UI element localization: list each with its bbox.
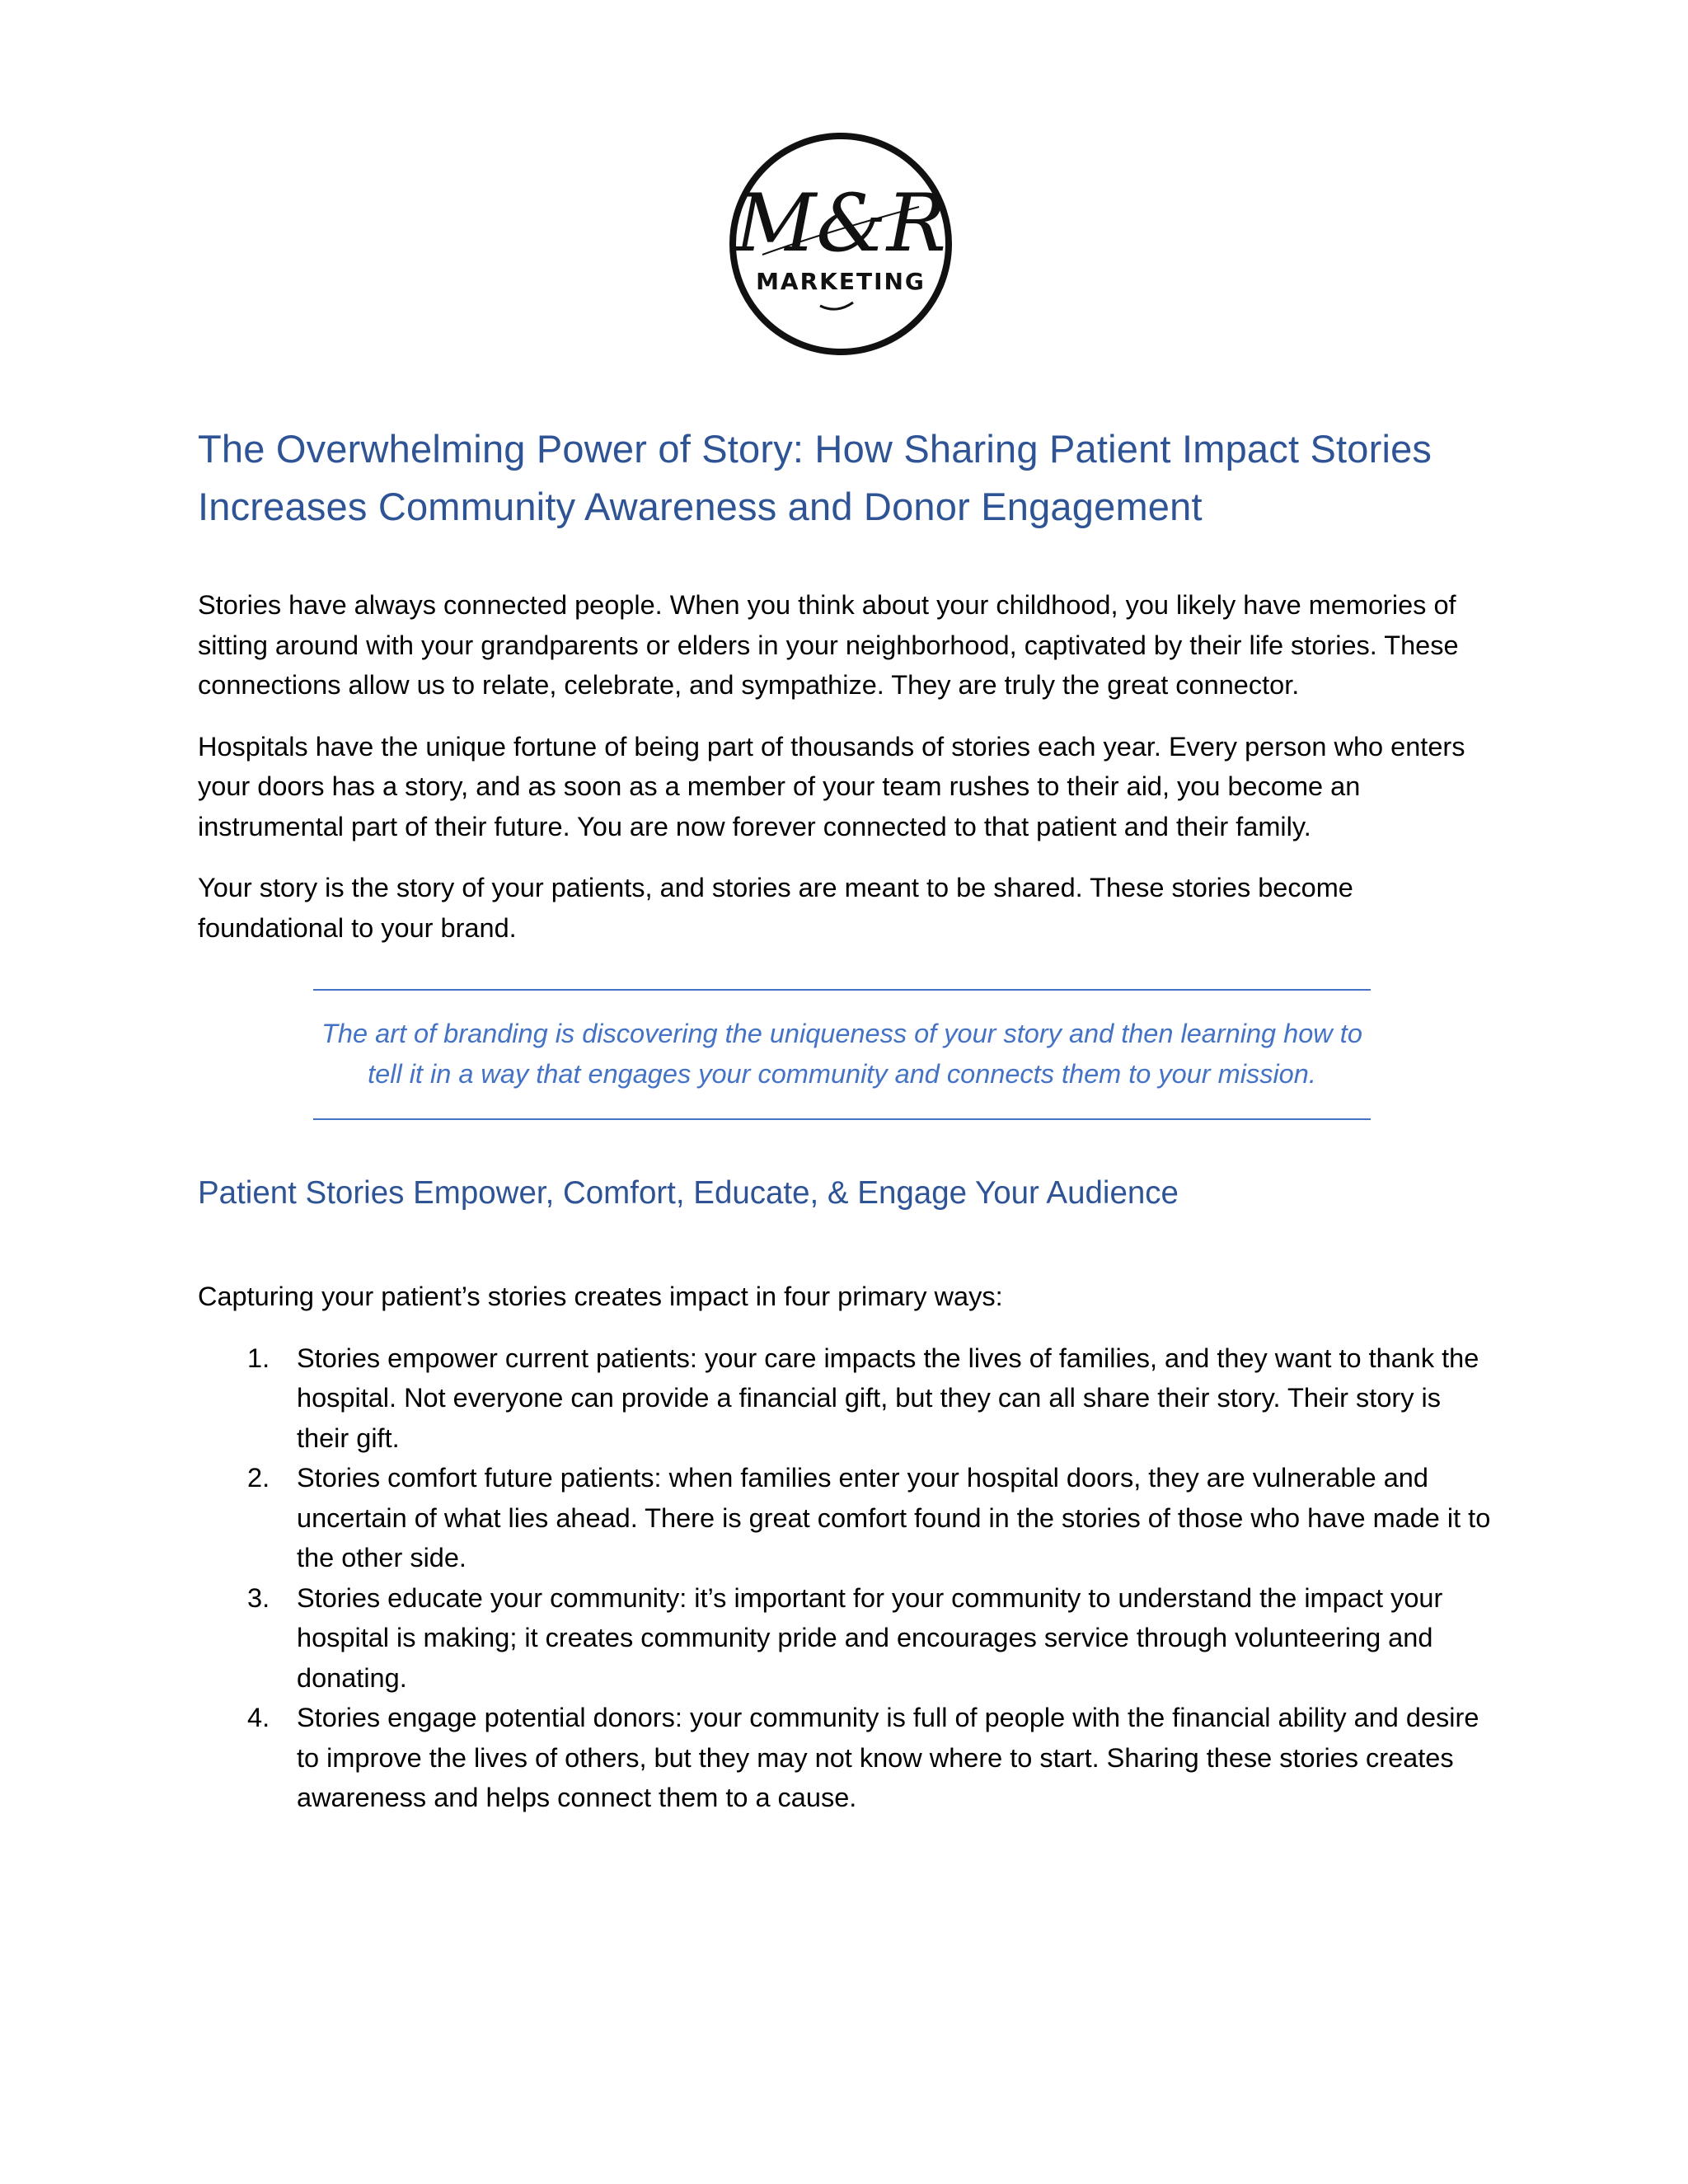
- list-item: [198, 1338, 1492, 1459]
- impact-list: [198, 1338, 1492, 1818]
- list-item-text: Stories comfort future patients: when families enter your hospital doors, they are vulnerable and uncertain of what lies ahead. There is great comfort found in the stories of those who have made it to the other side.: [297, 1463, 1491, 1572]
- section-heading: Patient Stories Empower, Comfort, Educate, & Engage Your Audience: [198, 1175, 1179, 1211]
- list-item-number: 3.: [247, 1582, 270, 1613]
- article-title: The Overwhelming Power of Story: How Sharing Patient Impact Stories Increases Community Awareness and Donor Engagement: [198, 427, 1432, 528]
- pull-quote-box: [313, 989, 1371, 1120]
- list-item-number: 4.: [247, 1703, 270, 1732]
- article-content: [198, 420, 1492, 1818]
- list-item-text: Stories educate your community: it’s important for your community to understand the impact your hospital is making; it creates community pride and encourages service through volunteering and donating.: [297, 1582, 1443, 1693]
- list-item: [198, 1458, 1492, 1578]
- list-item-text: Stories empower current patients: your care impacts the lives of families, and they want to thank the hospital. Not everyone can provide a financial gift, but they can all share their story. Their story is their gift.: [297, 1343, 1479, 1453]
- intro-paragraph-1: Stories have always connected people. When you think about your childhood, you likely have memories of sitting around with your grandparents or elders in your neighborhood, captivated by their life stories. These connections allow us to relate, celebrate, and sympathize. They are truly the great connector.: [198, 590, 1459, 700]
- logo-wordmark: MARKETING: [756, 268, 926, 295]
- list-item: [198, 1578, 1492, 1699]
- logo-badge-icon: [728, 131, 954, 357]
- logo-script-mark: M&R: [734, 177, 947, 269]
- list-item-number: 2.: [247, 1463, 270, 1493]
- mr-marketing-logo: [728, 131, 954, 357]
- intro-paragraph-3: Your story is the story of your patients, and stories are meant to be shared. These stories become foundational to your brand.: [198, 873, 1353, 943]
- list-item-number: 1.: [247, 1343, 270, 1373]
- section-intro: Capturing your patient’s stories creates impact in four primary ways:: [198, 1282, 1003, 1311]
- pull-quote: The art of branding is discovering the uniqueness of your story and then learning how to tell it in a way that engages your community and connects them to your mission.: [321, 1019, 1362, 1089]
- list-item-text: Stories engage potential donors: your community is full of people with the financial ability and desire to improve the lives of others, but they may not know where to start. Sharing these stories creates awareness and helps connect them to a cause.: [297, 1703, 1479, 1812]
- intro-paragraph-2: Hospitals have the unique fortune of being part of thousands of stories each year. Every person who enters your doors has a story, and as soon as a member of your team rushes to their aid, you become an instrumental part of their future. You are now forever connected to that patient and their family.: [198, 731, 1465, 841]
- list-item: [198, 1698, 1492, 1818]
